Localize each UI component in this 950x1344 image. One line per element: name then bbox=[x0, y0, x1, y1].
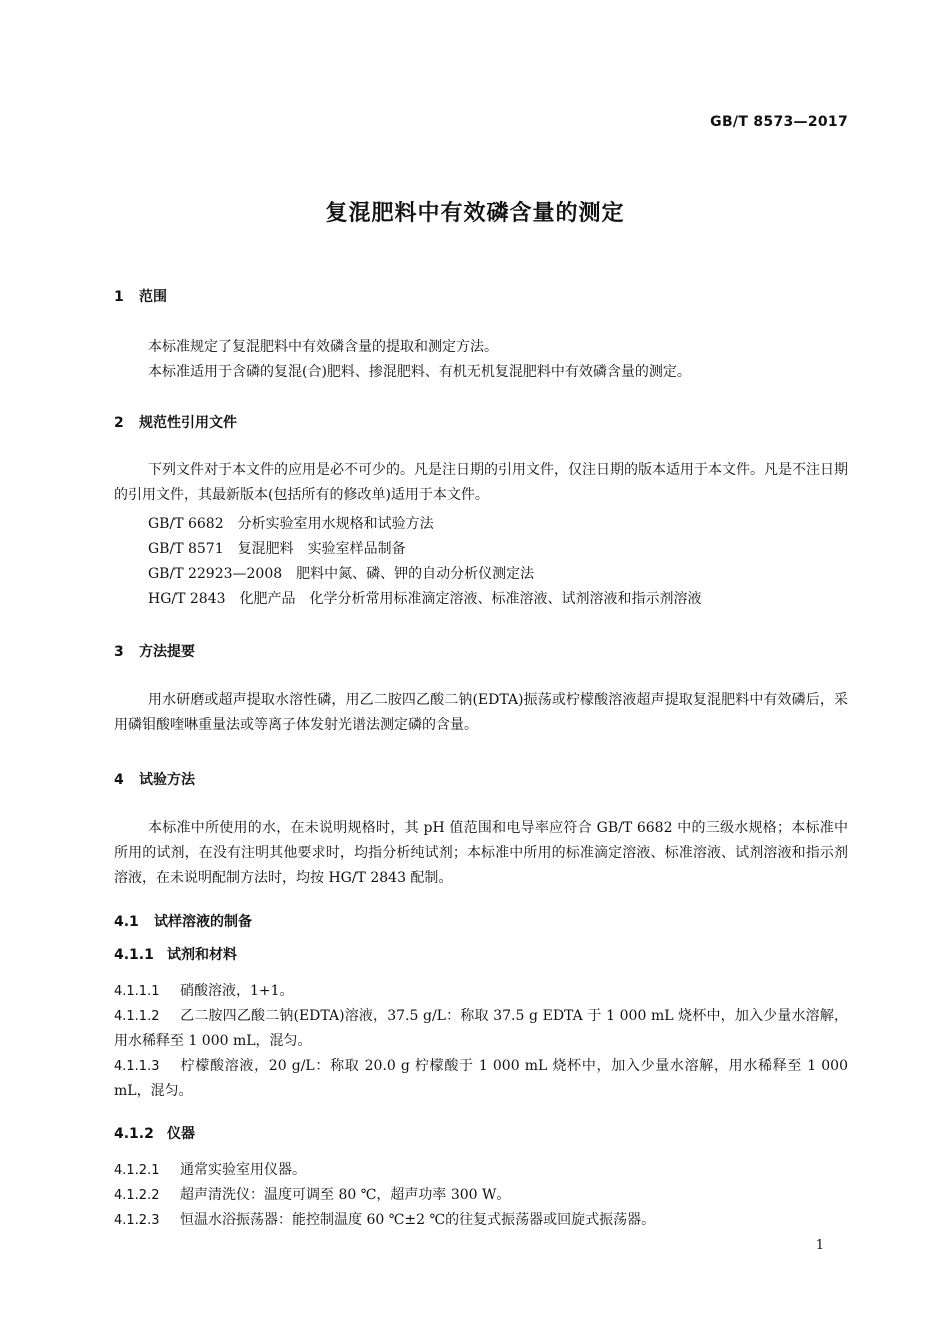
item-number: 4.1.1.3 bbox=[114, 1059, 160, 1074]
item-text: 通常实验室用仪器。 bbox=[180, 1162, 306, 1178]
subsection-heading-apparatus bbox=[114, 1123, 195, 1143]
section-title: 方法提要 bbox=[139, 644, 195, 660]
section-number: 4.1 bbox=[114, 914, 139, 930]
page-number: 1 bbox=[815, 1238, 824, 1253]
section-heading-method-principle bbox=[114, 641, 195, 661]
reference-name: 肥料中氮、磷、钾的自动分析仪测定法 bbox=[296, 566, 535, 582]
scope-paragraph-1: 本标准规定了复混肥料中有效磷含量的提取和测定方法。 bbox=[148, 339, 498, 355]
reference-entry bbox=[148, 563, 534, 583]
scope-paragraph-2: 本标准适用于含磷的复混(合)肥料、掺混肥料、有机无机复混肥料中有效磷含量的测定。 bbox=[148, 364, 691, 380]
item-number: 4.1.2.3 bbox=[114, 1213, 160, 1228]
references-intro-paragraph: 下列文件对于本文件的应用是必不可少的。凡是注日期的引用文件，仅注日期的版本适用于本文件。凡是不注日期的引用文件，其最新版本(包括所有的修改单)适用于本文件。 bbox=[114, 462, 848, 503]
section-heading-normative-references bbox=[114, 412, 237, 432]
section-heading-scope bbox=[114, 286, 167, 306]
section-number: 3 bbox=[114, 644, 124, 660]
apparatus-item bbox=[114, 1183, 848, 1208]
item-text: 恒温水浴振荡器：能控制温度 60 ℃±2 ℃的往复式振荡器或回旋式振荡器。 bbox=[180, 1212, 656, 1228]
section-title: 试样溶液的制备 bbox=[154, 914, 252, 930]
reference-entry bbox=[148, 538, 406, 558]
item-number: 4.1.1.1 bbox=[114, 984, 160, 999]
apparatus-item bbox=[114, 1158, 848, 1183]
item-text: 柠檬酸溶液，20 g/L：称取 20.0 g 柠檬酸于 1 000 mL 烧杯中，加入少量水溶解，用水稀释至 1 000 mL，混匀。 bbox=[114, 1058, 848, 1099]
test-method-paragraph: 本标准中所使用的水，在未说明规格时，其 pH 值范围和电导率应符合 GB/T 6682 中的三级水规格；本标准中所用的试剂，在没有注明其他要求时，均指分析纯试剂；本标准中所用的标准滴定溶液、标准溶液、试剂溶液和指示剂溶液，在未说明配制方法时，均按 HG/T 2843 配制。 bbox=[114, 820, 848, 886]
item-number: 4.1.1.2 bbox=[114, 1009, 160, 1024]
reference-name: 化肥产品 化学分析常用标准滴定溶液、标准溶液、试剂溶液和指示剂溶液 bbox=[239, 591, 702, 607]
subsection-heading-reagents bbox=[114, 944, 237, 964]
reference-entry bbox=[148, 588, 702, 608]
section-number: 2 bbox=[114, 415, 124, 431]
document-title: 复混肥料中有效磷含量的测定 bbox=[325, 201, 625, 226]
reference-name: 复混肥料 实验室样品制备 bbox=[237, 541, 406, 557]
reagent-item bbox=[114, 979, 848, 1004]
section-number: 4.1.1 bbox=[114, 947, 154, 963]
reagent-item bbox=[114, 1054, 848, 1104]
section-title: 仪器 bbox=[167, 1126, 195, 1142]
method-principle-paragraph: 用水研磨或超声提取水溶性磷，用乙二胺四乙酸二钠(EDTA)振荡或柠檬酸溶液超声提取复混肥料中有效磷后，采用磷钼酸喹啉重量法或等离子体发射光谱法测定磷的含量。 bbox=[114, 692, 848, 733]
item-number: 4.1.2.2 bbox=[114, 1188, 160, 1203]
standard-code: GB/T 8573—2017 bbox=[710, 114, 848, 130]
apparatus-item bbox=[114, 1208, 848, 1233]
section-number: 4.1.2 bbox=[114, 1126, 154, 1142]
reference-code: GB/T 8571 bbox=[148, 541, 224, 557]
item-text: 超声清洗仪：温度可调至 80 ℃，超声功率 300 W。 bbox=[180, 1187, 511, 1203]
section-title: 规范性引用文件 bbox=[139, 415, 237, 431]
section-number: 1 bbox=[114, 289, 124, 305]
section-title: 试剂和材料 bbox=[167, 947, 237, 963]
subsection-heading-sample-preparation bbox=[114, 911, 252, 931]
reference-code: GB/T 6682 bbox=[148, 516, 224, 532]
reference-code: GB/T 22923—2008 bbox=[148, 566, 283, 582]
reference-entry bbox=[148, 513, 434, 533]
reagent-item bbox=[114, 1004, 848, 1054]
item-number: 4.1.2.1 bbox=[114, 1163, 160, 1178]
section-title: 范围 bbox=[139, 289, 167, 305]
reference-code: HG/T 2843 bbox=[148, 591, 226, 607]
item-text: 乙二胺四乙酸二钠(EDTA)溶液，37.5 g/L：称取 37.5 g EDTA 于 1 000 mL 烧杯中，加入少量水溶解，用水稀释至 1 000 mL，混匀。 bbox=[114, 1008, 848, 1049]
section-number: 4 bbox=[114, 772, 124, 788]
item-text: 硝酸溶液，1+1。 bbox=[180, 983, 294, 999]
section-title: 试验方法 bbox=[139, 772, 195, 788]
reference-name: 分析实验室用水规格和试验方法 bbox=[237, 516, 434, 532]
section-heading-test-method bbox=[114, 769, 195, 789]
